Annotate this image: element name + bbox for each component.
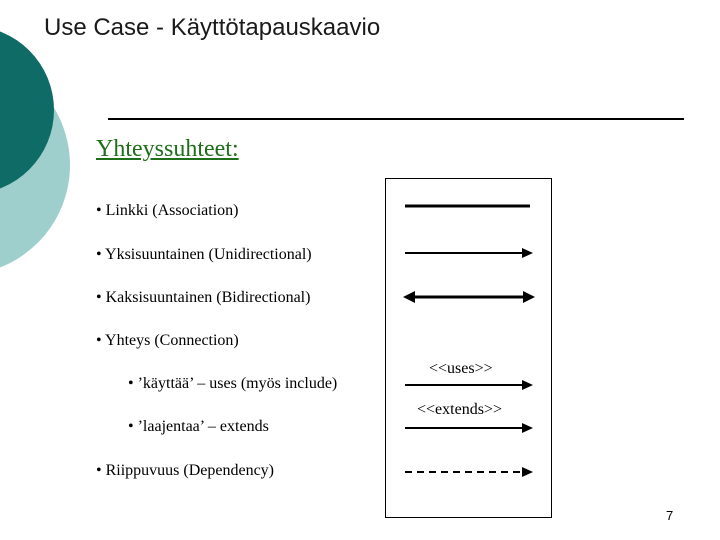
bidirectional-arrow — [403, 291, 535, 303]
slide-title: Use Case - Käyttötapauskaavio — [44, 14, 381, 41]
extends-stereotype-label: <<extends>> — [417, 401, 502, 418]
bullet-bidirectional: • Kaksisuuntainen (Bidirectional) — [96, 289, 311, 306]
bullet-association: • Linkki (Association) — [96, 202, 239, 219]
uses-stereotype-label: <<uses>> — [429, 360, 493, 377]
extends-arrow — [405, 423, 533, 433]
uses-arrow — [405, 380, 533, 390]
bullet-uses: • ’käyttää’ – uses (myös include) — [128, 375, 338, 392]
dependency-arrow — [405, 467, 533, 477]
bullet-extends: • ’laajentaa’ – extends — [128, 418, 269, 435]
bullet-unidirectional: • Yksisuuntainen (Unidirectional) — [96, 246, 312, 263]
bullet-dependency: • Riippuvuus (Dependency) — [96, 462, 275, 479]
bullet-connection: • Yhteys (Connection) — [96, 332, 239, 349]
section-heading: Yhteyssuhteet: — [96, 136, 239, 162]
unidirectional-arrow — [405, 248, 533, 258]
page-number: 7 — [666, 508, 674, 523]
